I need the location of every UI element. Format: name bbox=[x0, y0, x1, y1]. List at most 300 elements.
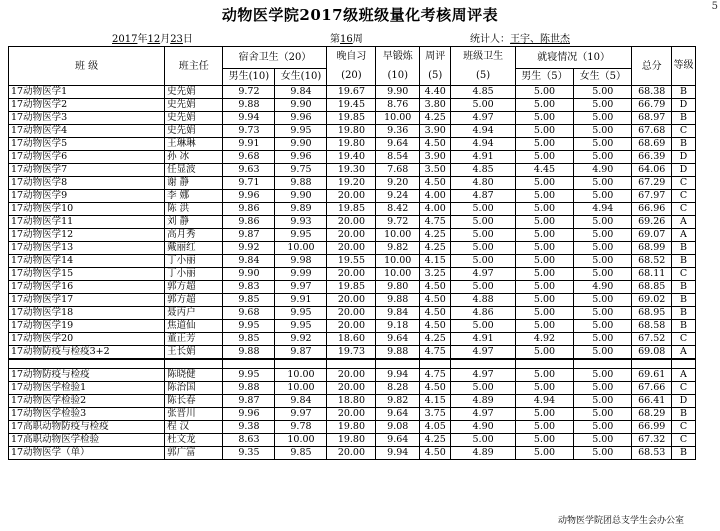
cell-evening-study: 20.00 bbox=[327, 229, 376, 242]
cell-teacher: 陈晓健 bbox=[165, 369, 223, 382]
separator-cell bbox=[515, 359, 573, 369]
cell-total: 69.26 bbox=[632, 216, 672, 229]
cell-grade: D bbox=[671, 164, 695, 177]
stats-person: 王宇、陈世杰 bbox=[510, 34, 570, 45]
cell-lights-out-male: 5.00 bbox=[515, 203, 573, 216]
cell-dorm-male: 9.84 bbox=[223, 255, 275, 268]
separator-cell bbox=[165, 359, 223, 369]
cell-grade: C bbox=[671, 177, 695, 190]
cell-lights-out-female: 5.00 bbox=[574, 268, 632, 281]
separator-cell bbox=[574, 359, 632, 369]
cell-weekly-review: 4.25 bbox=[420, 229, 451, 242]
cell-grade: A bbox=[671, 369, 695, 382]
table-row bbox=[9, 307, 696, 320]
cell-evening-study: 20.00 bbox=[327, 268, 376, 281]
cell-lights-out-female: 5.00 bbox=[574, 86, 632, 99]
table-row bbox=[9, 216, 696, 229]
cell-total: 69.02 bbox=[632, 294, 672, 307]
cell-class: 17动物医学20 bbox=[9, 333, 165, 346]
cell-teacher: 王琳琳 bbox=[165, 138, 223, 151]
table-row bbox=[9, 242, 696, 255]
cell-dorm-male: 9.73 bbox=[223, 125, 275, 138]
table-row bbox=[9, 99, 696, 112]
cell-lights-out-female: 5.00 bbox=[574, 333, 632, 346]
cell-weekly-review: 4.50 bbox=[420, 307, 451, 320]
table-row bbox=[9, 151, 696, 164]
page-title: 动物医学院2017级班级量化考核周评表 bbox=[221, 6, 499, 24]
cell-total: 69.07 bbox=[632, 229, 672, 242]
cell-lights-out-male: 5.00 bbox=[515, 307, 573, 320]
cell-dorm-male: 9.96 bbox=[223, 408, 275, 421]
cell-grade: D bbox=[671, 151, 695, 164]
cell-morning-exercise: 10.00 bbox=[376, 255, 420, 268]
cell-class: 17动物医学18 bbox=[9, 307, 165, 320]
table-row bbox=[9, 382, 696, 395]
cell-total: 68.29 bbox=[632, 408, 672, 421]
cell-lights-out-male: 5.00 bbox=[515, 99, 573, 112]
cell-grade: A bbox=[671, 346, 695, 360]
cell-teacher: 聂丙户 bbox=[165, 307, 223, 320]
cell-lights-out-female: 5.00 bbox=[574, 382, 632, 395]
header-class-hygiene-max: (5) bbox=[475, 70, 491, 81]
cell-dorm-male: 9.86 bbox=[223, 203, 275, 216]
cell-teacher: 史先娟 bbox=[165, 112, 223, 125]
cell-grade: C bbox=[671, 125, 695, 138]
cell-class: 17动物医学3 bbox=[9, 112, 165, 125]
cell-class: 17动物医学17 bbox=[9, 294, 165, 307]
cell-teacher: 董正芳 bbox=[165, 333, 223, 346]
cell-dorm-male: 9.95 bbox=[223, 320, 275, 333]
cell-evening-study: 19.85 bbox=[327, 203, 376, 216]
cell-weekly-review: 4.25 bbox=[420, 242, 451, 255]
cell-lights-out-female: 5.00 bbox=[574, 216, 632, 229]
cell-dorm-female: 9.96 bbox=[275, 112, 327, 125]
date-day-unit: 日 bbox=[182, 34, 193, 45]
cell-grade: C bbox=[671, 382, 695, 395]
cell-weekly-review: 4.50 bbox=[420, 138, 451, 151]
cell-teacher: 孙 冰 bbox=[165, 151, 223, 164]
cell-class: 17动物医学12 bbox=[9, 229, 165, 242]
separator-cell bbox=[327, 359, 376, 369]
cell-dorm-male: 9.87 bbox=[223, 229, 275, 242]
cell-dorm-female: 9.97 bbox=[275, 281, 327, 294]
cell-class: 17动物医学9 bbox=[9, 190, 165, 203]
header-weekly-review-label: 周评 bbox=[425, 51, 446, 62]
cell-grade: C bbox=[671, 268, 695, 281]
separator-cell bbox=[451, 359, 516, 369]
cell-evening-study: 20.00 bbox=[327, 216, 376, 229]
cell-total: 68.95 bbox=[632, 307, 672, 320]
cell-grade: D bbox=[671, 99, 695, 112]
separator-cell bbox=[9, 359, 165, 369]
cell-lights-out-male: 5.00 bbox=[515, 255, 573, 268]
cell-evening-study: 20.00 bbox=[327, 408, 376, 421]
cell-evening-study: 20.00 bbox=[327, 382, 376, 395]
cell-lights-out-male: 5.00 bbox=[515, 369, 573, 382]
cell-lights-out-female: 4.90 bbox=[574, 281, 632, 294]
cell-class-hygiene: 5.00 bbox=[451, 255, 516, 268]
cell-evening-study: 20.00 bbox=[327, 242, 376, 255]
cell-grade: C bbox=[671, 434, 695, 447]
cell-lights-out-male: 4.92 bbox=[515, 333, 573, 346]
cell-lights-out-male: 4.94 bbox=[515, 395, 573, 408]
cell-teacher: 戴丽红 bbox=[165, 242, 223, 255]
cell-total: 66.41 bbox=[632, 395, 672, 408]
cell-class-hygiene: 5.00 bbox=[451, 203, 516, 216]
table-row bbox=[9, 86, 696, 99]
cell-morning-exercise: 9.82 bbox=[376, 242, 420, 255]
cell-dorm-female: 10.00 bbox=[275, 382, 327, 395]
cell-teacher: 丁小丽 bbox=[165, 268, 223, 281]
cell-total: 68.97 bbox=[632, 112, 672, 125]
cell-total: 68.38 bbox=[632, 86, 672, 99]
cell-class-hygiene: 5.00 bbox=[451, 281, 516, 294]
cell-class-hygiene: 4.91 bbox=[451, 333, 516, 346]
table-row bbox=[9, 346, 696, 360]
cell-total: 67.29 bbox=[632, 177, 672, 190]
cell-dorm-male: 9.38 bbox=[223, 421, 275, 434]
header-evening-study-max: (20) bbox=[341, 70, 362, 81]
cell-class-hygiene: 4.97 bbox=[451, 369, 516, 382]
cell-dorm-female: 9.98 bbox=[275, 255, 327, 268]
table-row bbox=[9, 255, 696, 268]
cell-dorm-female: 9.96 bbox=[275, 151, 327, 164]
cell-total: 69.61 bbox=[632, 369, 672, 382]
cell-dorm-male: 9.88 bbox=[223, 99, 275, 112]
cell-class: 17动物医学7 bbox=[9, 164, 165, 177]
cell-morning-exercise: 9.72 bbox=[376, 216, 420, 229]
header-morning-exercise-label: 早锻炼 bbox=[382, 51, 413, 62]
table-row bbox=[9, 369, 696, 382]
table-row bbox=[9, 434, 696, 447]
header-evening-study bbox=[327, 47, 376, 86]
header-class: 班 级 bbox=[9, 47, 165, 86]
cell-total: 67.68 bbox=[632, 125, 672, 138]
cell-teacher: 史先娟 bbox=[165, 125, 223, 138]
cell-dorm-female: 9.97 bbox=[275, 408, 327, 421]
cell-total: 68.11 bbox=[632, 268, 672, 281]
header-morning-exercise bbox=[376, 47, 420, 86]
cell-weekly-review: 4.15 bbox=[420, 255, 451, 268]
cell-dorm-female: 10.00 bbox=[275, 242, 327, 255]
cell-dorm-male: 9.88 bbox=[223, 346, 275, 360]
cell-class-hygiene: 4.97 bbox=[451, 112, 516, 125]
cell-weekly-review: 4.00 bbox=[420, 190, 451, 203]
cell-lights-out-male: 5.00 bbox=[515, 112, 573, 125]
cell-grade: B bbox=[671, 281, 695, 294]
cell-grade: B bbox=[671, 255, 695, 268]
cell-teacher: 陈长春 bbox=[165, 395, 223, 408]
cell-class: 17动物医学16 bbox=[9, 281, 165, 294]
cell-total: 67.97 bbox=[632, 190, 672, 203]
cell-class-hygiene: 4.90 bbox=[451, 421, 516, 434]
cell-dorm-male: 9.96 bbox=[223, 190, 275, 203]
header-dorm: 宿舍卫生（20） bbox=[223, 47, 327, 69]
cell-total: 68.85 bbox=[632, 281, 672, 294]
cell-teacher: 李 娜 bbox=[165, 190, 223, 203]
cell-lights-out-male: 5.00 bbox=[515, 320, 573, 333]
cell-weekly-review: 4.15 bbox=[420, 395, 451, 408]
cell-teacher: 刘 静 bbox=[165, 216, 223, 229]
cell-dorm-male: 9.63 bbox=[223, 164, 275, 177]
cell-class: 17动物医学8 bbox=[9, 177, 165, 190]
cell-evening-study: 20.00 bbox=[327, 307, 376, 320]
header-dorm-male: 男生(10) bbox=[223, 68, 275, 85]
cell-lights-out-female: 5.00 bbox=[574, 320, 632, 333]
cell-teacher: 焦道仙 bbox=[165, 320, 223, 333]
cell-teacher: 任显波 bbox=[165, 164, 223, 177]
footer-office: 动物医学院团总支学生会办公室 bbox=[557, 516, 684, 526]
cell-total: 67.32 bbox=[632, 434, 672, 447]
cell-dorm-female: 9.95 bbox=[275, 125, 327, 138]
week-suffix: 周 bbox=[352, 34, 363, 45]
cell-lights-out-female: 5.00 bbox=[574, 447, 632, 460]
cell-lights-out-male: 5.00 bbox=[515, 229, 573, 242]
cell-teacher: 杜文龙 bbox=[165, 434, 223, 447]
cell-dorm-male: 9.83 bbox=[223, 281, 275, 294]
header-weekly-review bbox=[420, 47, 451, 86]
cell-dorm-female: 9.92 bbox=[275, 333, 327, 346]
cell-lights-out-male: 5.00 bbox=[515, 151, 573, 164]
cell-dorm-female: 9.75 bbox=[275, 164, 327, 177]
cell-lights-out-female: 5.00 bbox=[574, 112, 632, 125]
cell-total: 68.52 bbox=[632, 255, 672, 268]
cell-total: 69.08 bbox=[632, 346, 672, 360]
cell-grade: B bbox=[671, 138, 695, 151]
cell-lights-out-male: 5.00 bbox=[515, 242, 573, 255]
cell-grade: B bbox=[671, 307, 695, 320]
cell-dorm-female: 10.00 bbox=[275, 434, 327, 447]
cell-lights-out-male: 5.00 bbox=[515, 382, 573, 395]
cell-lights-out-male: 5.00 bbox=[515, 447, 573, 460]
cell-class-hygiene: 5.00 bbox=[451, 99, 516, 112]
cell-morning-exercise: 8.28 bbox=[376, 382, 420, 395]
cell-weekly-review: 3.25 bbox=[420, 268, 451, 281]
cell-grade: B bbox=[671, 320, 695, 333]
cell-class-hygiene: 4.91 bbox=[451, 151, 516, 164]
table-row bbox=[9, 203, 696, 216]
cell-class-hygiene: 4.89 bbox=[451, 447, 516, 460]
cell-grade: A bbox=[671, 229, 695, 242]
cell-weekly-review: 3.90 bbox=[420, 125, 451, 138]
cell-morning-exercise: 9.64 bbox=[376, 138, 420, 151]
cell-class: 17动物医学1 bbox=[9, 86, 165, 99]
cell-class: 17动物防疫与检疫3+2 bbox=[9, 346, 165, 360]
cell-class-hygiene: 4.85 bbox=[451, 164, 516, 177]
week-prefix: 第 bbox=[330, 34, 340, 45]
week-line bbox=[330, 30, 363, 44]
cell-lights-out-male: 5.00 bbox=[515, 434, 573, 447]
cell-dorm-male: 9.68 bbox=[223, 307, 275, 320]
table-row bbox=[9, 138, 696, 151]
cell-weekly-review: 4.50 bbox=[420, 281, 451, 294]
cell-evening-study: 20.00 bbox=[327, 447, 376, 460]
cell-weekly-review: 4.25 bbox=[420, 434, 451, 447]
cell-class-hygiene: 4.80 bbox=[451, 177, 516, 190]
cell-class: 17动物医学6 bbox=[9, 151, 165, 164]
cell-class-hygiene: 4.85 bbox=[451, 86, 516, 99]
cell-morning-exercise: 9.08 bbox=[376, 421, 420, 434]
cell-evening-study: 19.80 bbox=[327, 421, 376, 434]
cell-class-hygiene: 5.00 bbox=[451, 216, 516, 229]
cell-lights-out-female: 5.00 bbox=[574, 151, 632, 164]
cell-morning-exercise: 9.88 bbox=[376, 346, 420, 360]
cell-class: 17动物医学5 bbox=[9, 138, 165, 151]
cell-weekly-review: 4.25 bbox=[420, 112, 451, 125]
cell-evening-study: 20.00 bbox=[327, 190, 376, 203]
separator-cell bbox=[275, 359, 327, 369]
cell-lights-out-male: 5.00 bbox=[515, 86, 573, 99]
cell-dorm-male: 9.92 bbox=[223, 242, 275, 255]
cell-class-hygiene: 4.86 bbox=[451, 307, 516, 320]
cell-dorm-female: 9.84 bbox=[275, 86, 327, 99]
cell-weekly-review: 4.50 bbox=[420, 320, 451, 333]
cell-class: 17动物医学10 bbox=[9, 203, 165, 216]
cell-lights-out-female: 5.00 bbox=[574, 421, 632, 434]
cell-morning-exercise: 9.64 bbox=[376, 408, 420, 421]
cell-class: 17动物医学（单） bbox=[9, 447, 165, 460]
cell-teacher: 郭方超 bbox=[165, 281, 223, 294]
cell-class: 17动物医学14 bbox=[9, 255, 165, 268]
date-line bbox=[112, 30, 193, 44]
cell-total: 66.99 bbox=[632, 421, 672, 434]
cell-grade: B bbox=[671, 242, 695, 255]
cell-dorm-female: 9.90 bbox=[275, 138, 327, 151]
cell-evening-study: 19.80 bbox=[327, 138, 376, 151]
cell-teacher: 史先娟 bbox=[165, 99, 223, 112]
cell-dorm-male: 9.68 bbox=[223, 151, 275, 164]
header-teacher: 班主任 bbox=[165, 47, 223, 86]
cell-lights-out-female: 5.00 bbox=[574, 307, 632, 320]
separator-cell bbox=[420, 359, 451, 369]
cell-evening-study: 20.00 bbox=[327, 294, 376, 307]
cell-lights-out-female: 5.00 bbox=[574, 346, 632, 360]
header-morning-exercise-max: (10) bbox=[387, 70, 408, 81]
cell-lights-out-female: 5.00 bbox=[574, 408, 632, 421]
cell-class-hygiene: 5.00 bbox=[451, 320, 516, 333]
table-row bbox=[9, 281, 696, 294]
cell-dorm-female: 9.90 bbox=[275, 99, 327, 112]
cell-lights-out-male: 5.00 bbox=[515, 346, 573, 360]
cell-dorm-male: 9.95 bbox=[223, 369, 275, 382]
cell-dorm-female: 9.93 bbox=[275, 216, 327, 229]
cell-lights-out-female: 5.00 bbox=[574, 229, 632, 242]
cell-morning-exercise: 9.36 bbox=[376, 125, 420, 138]
cell-class-hygiene: 4.97 bbox=[451, 408, 516, 421]
cell-weekly-review: 3.75 bbox=[420, 408, 451, 421]
table-row bbox=[9, 421, 696, 434]
header-evening-study-label: 晚自习 bbox=[336, 51, 367, 62]
cell-class: 17动物医学检验2 bbox=[9, 395, 165, 408]
cell-morning-exercise: 8.76 bbox=[376, 99, 420, 112]
cell-dorm-male: 9.86 bbox=[223, 216, 275, 229]
date-year-unit: 年 bbox=[137, 34, 148, 45]
cell-teacher: 张晋川 bbox=[165, 408, 223, 421]
cell-evening-study: 19.80 bbox=[327, 434, 376, 447]
cell-dorm-male: 9.71 bbox=[223, 177, 275, 190]
cell-total: 68.99 bbox=[632, 242, 672, 255]
corner-mark: 5 bbox=[711, 1, 718, 12]
table-row bbox=[9, 112, 696, 125]
cell-total: 66.39 bbox=[632, 151, 672, 164]
header-class-hygiene-label: 班级卫生 bbox=[463, 51, 504, 62]
cell-lights-out-male: 5.00 bbox=[515, 294, 573, 307]
cell-evening-study: 18.80 bbox=[327, 395, 376, 408]
table-row bbox=[9, 229, 696, 242]
cell-dorm-male: 9.91 bbox=[223, 138, 275, 151]
cell-lights-out-female: 5.00 bbox=[574, 125, 632, 138]
cell-weekly-review: 4.50 bbox=[420, 382, 451, 395]
cell-evening-study: 20.00 bbox=[327, 369, 376, 382]
cell-morning-exercise: 7.68 bbox=[376, 164, 420, 177]
table-row bbox=[9, 190, 696, 203]
cell-class: 17动物医学检验3 bbox=[9, 408, 165, 421]
separator-cell bbox=[632, 359, 672, 369]
cell-evening-study: 19.55 bbox=[327, 255, 376, 268]
cell-evening-study: 20.00 bbox=[327, 320, 376, 333]
cell-grade: D bbox=[671, 395, 695, 408]
cell-class-hygiene: 4.94 bbox=[451, 138, 516, 151]
stats-line bbox=[470, 30, 570, 44]
cell-lights-out-male: 5.00 bbox=[515, 216, 573, 229]
cell-lights-out-male: 5.00 bbox=[515, 421, 573, 434]
cell-class: 17动物医学15 bbox=[9, 268, 165, 281]
cell-class-hygiene: 5.00 bbox=[451, 229, 516, 242]
cell-weekly-review: 4.75 bbox=[420, 346, 451, 360]
cell-lights-out-female: 5.00 bbox=[574, 138, 632, 151]
cell-weekly-review: 4.50 bbox=[420, 294, 451, 307]
cell-grade: A bbox=[671, 216, 695, 229]
cell-morning-exercise: 9.18 bbox=[376, 320, 420, 333]
cell-teacher: 丁小丽 bbox=[165, 255, 223, 268]
cell-class: 17动物医学检验1 bbox=[9, 382, 165, 395]
table-row bbox=[9, 125, 696, 138]
header-lights-out-female: 女生（5） bbox=[574, 68, 632, 85]
cell-lights-out-female: 5.00 bbox=[574, 395, 632, 408]
cell-total: 66.79 bbox=[632, 99, 672, 112]
cell-total: 67.66 bbox=[632, 382, 672, 395]
cell-morning-exercise: 8.54 bbox=[376, 151, 420, 164]
cell-evening-study: 19.67 bbox=[327, 86, 376, 99]
cell-morning-exercise: 8.42 bbox=[376, 203, 420, 216]
cell-teacher: 王长娟 bbox=[165, 346, 223, 360]
cell-morning-exercise: 10.00 bbox=[376, 268, 420, 281]
cell-class-hygiene: 5.00 bbox=[451, 242, 516, 255]
cell-lights-out-female: 4.94 bbox=[574, 203, 632, 216]
cell-dorm-female: 9.89 bbox=[275, 203, 327, 216]
cell-lights-out-female: 5.00 bbox=[574, 99, 632, 112]
cell-dorm-female: 9.90 bbox=[275, 190, 327, 203]
date-day: 23 bbox=[170, 34, 183, 45]
cell-class-hygiene: 5.00 bbox=[451, 434, 516, 447]
cell-evening-study: 19.20 bbox=[327, 177, 376, 190]
cell-weekly-review: 4.50 bbox=[420, 447, 451, 460]
cell-weekly-review: 4.40 bbox=[420, 86, 451, 99]
cell-class-hygiene: 4.94 bbox=[451, 125, 516, 138]
cell-grade: B bbox=[671, 447, 695, 460]
cell-dorm-female: 9.95 bbox=[275, 307, 327, 320]
cell-weekly-review: 4.00 bbox=[420, 203, 451, 216]
cell-class: 17高职动物防疫与检疫 bbox=[9, 421, 165, 434]
cell-evening-study: 19.40 bbox=[327, 151, 376, 164]
cell-lights-out-male: 5.00 bbox=[515, 190, 573, 203]
cell-weekly-review: 4.25 bbox=[420, 333, 451, 346]
cell-grade: C bbox=[671, 203, 695, 216]
stats-label: 统计人： bbox=[470, 34, 510, 45]
cell-total: 68.58 bbox=[632, 320, 672, 333]
cell-lights-out-female: 5.00 bbox=[574, 369, 632, 382]
cell-dorm-male: 8.63 bbox=[223, 434, 275, 447]
